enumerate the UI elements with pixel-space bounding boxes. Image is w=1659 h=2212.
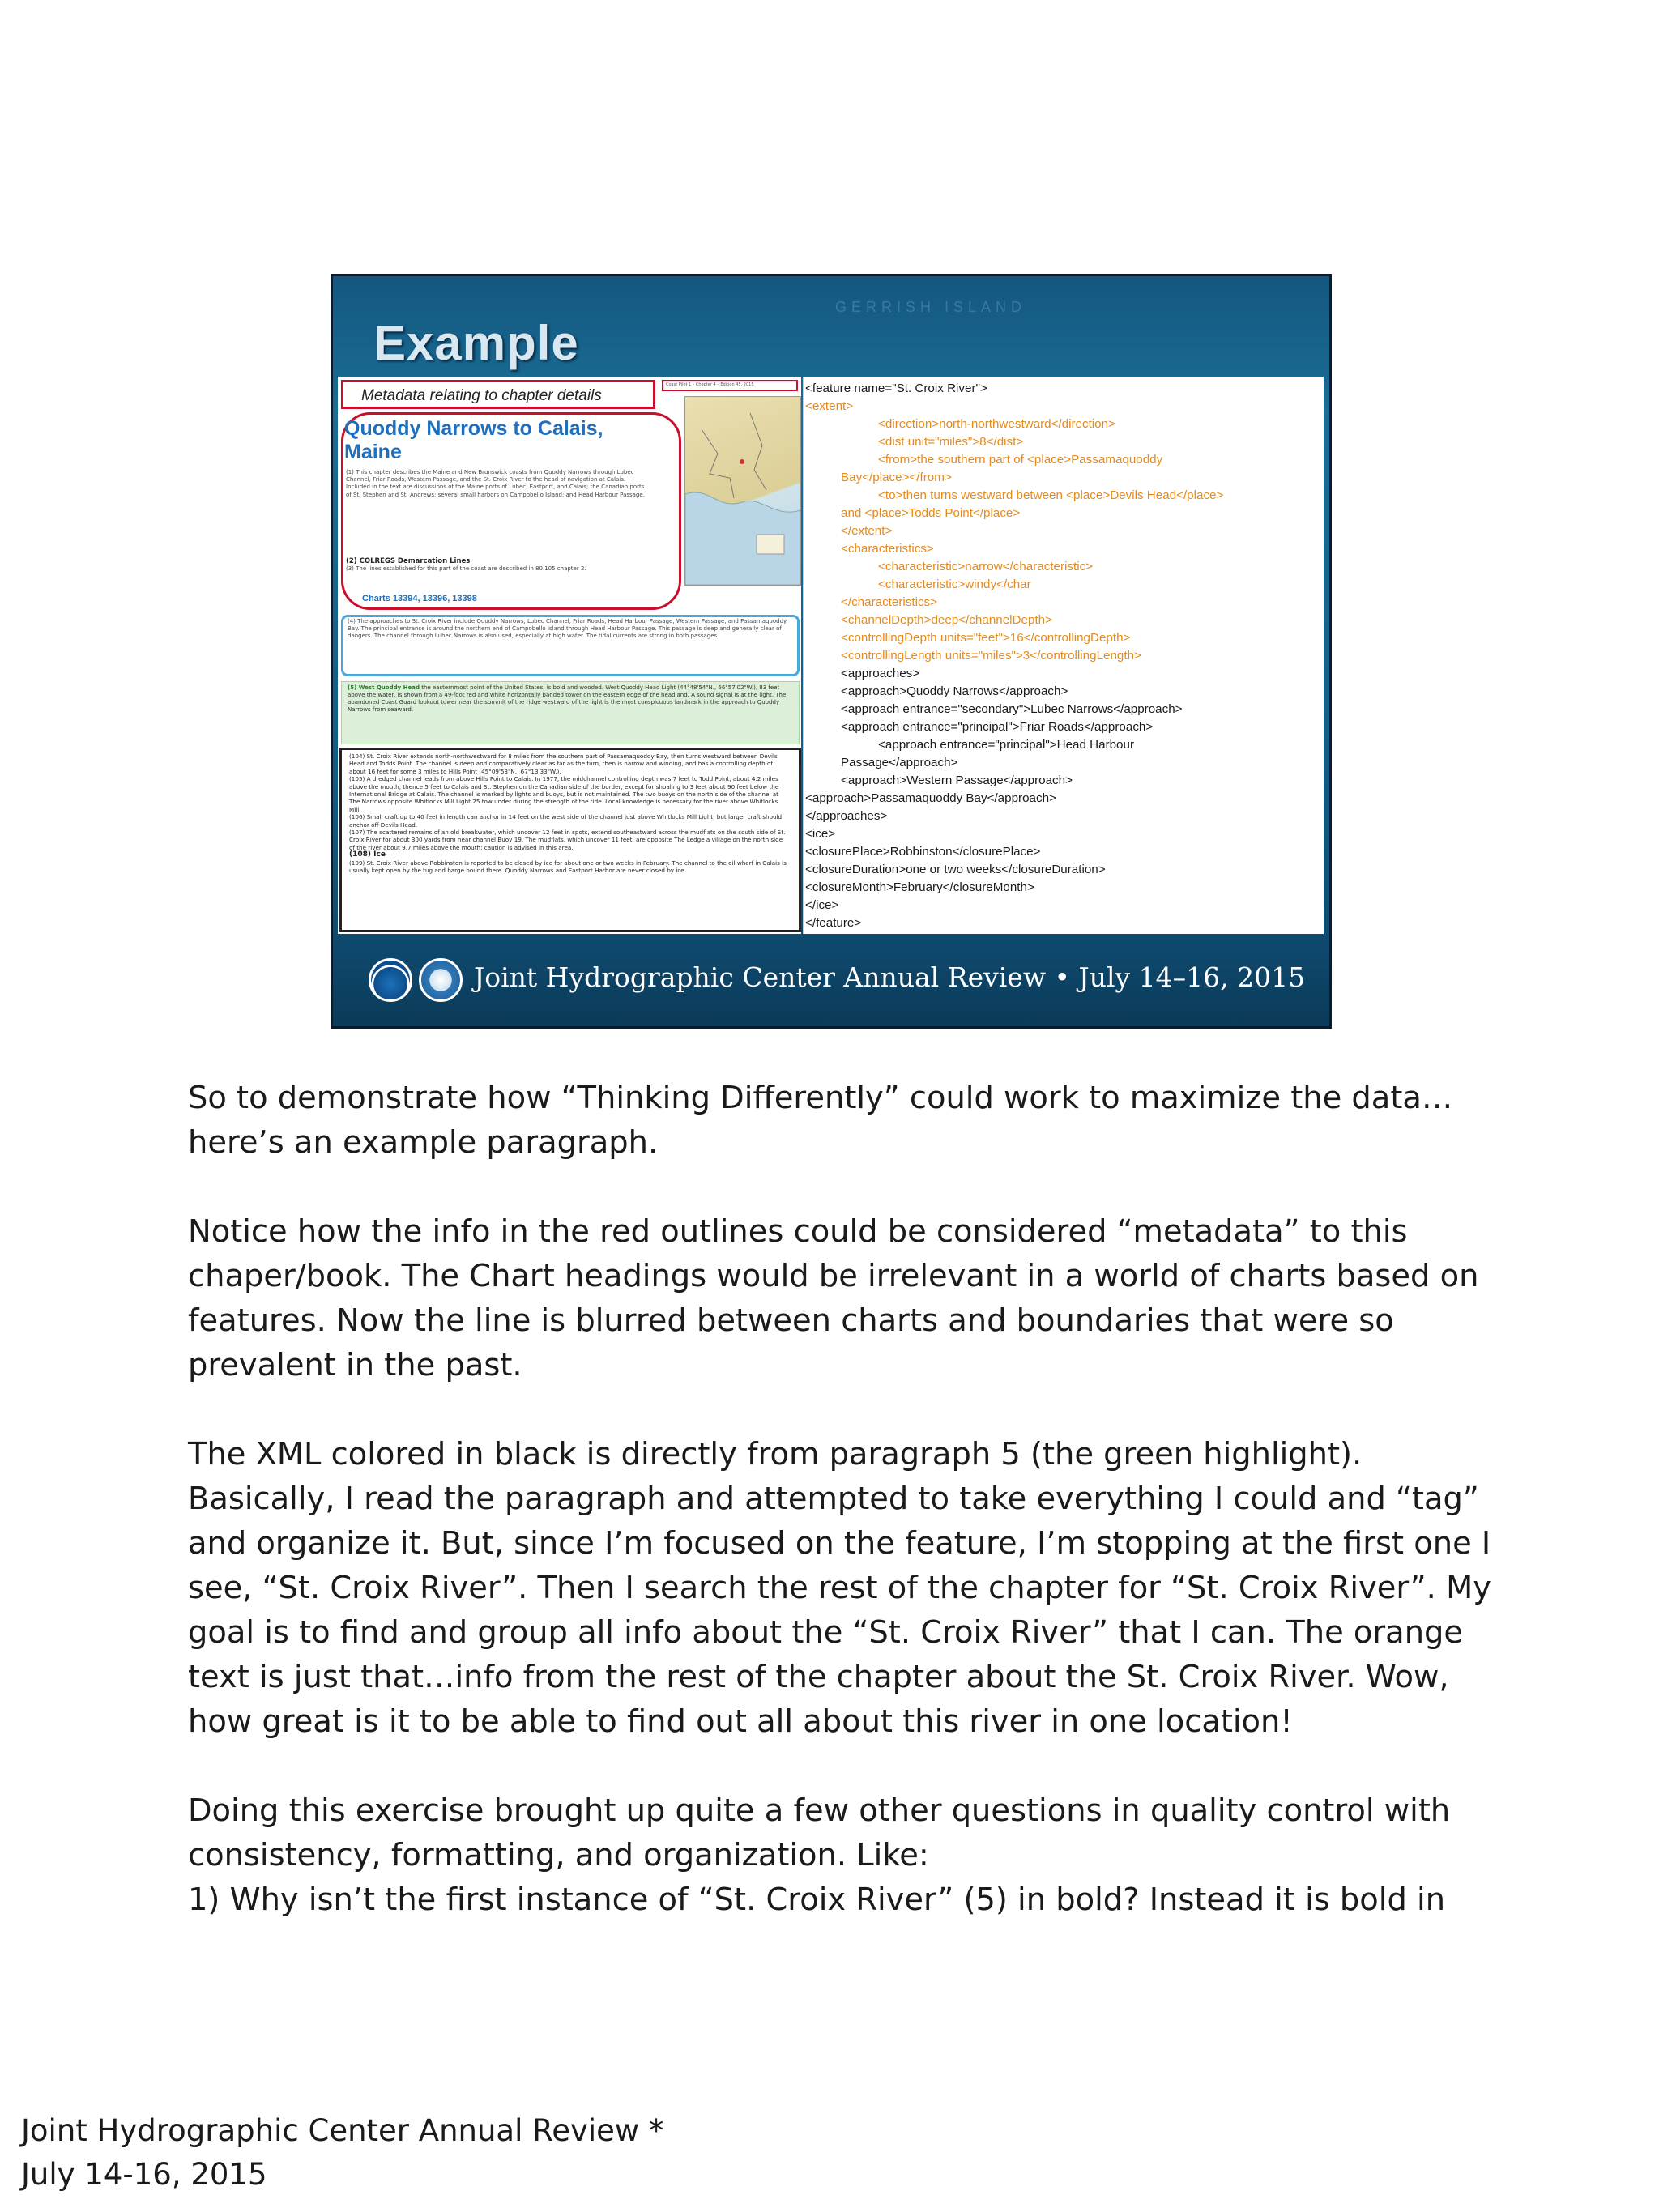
page-footer-line-1: Joint Hydrographic Center Annual Review * bbox=[21, 2113, 664, 2148]
xml-line: </feature> bbox=[805, 916, 862, 930]
notes-list-item-1: 1) Why isn’t the first instance of “St. Croix River” (5) in bold? Instead it is bold in bbox=[188, 1882, 1446, 1918]
xml-line: <characteristic>windy</char bbox=[878, 578, 1031, 591]
page-footer-line-2: July 14-16, 2015 bbox=[21, 2157, 267, 2192]
paragraph-106: (106) Small craft up to 40 feet in length can anchor in 14 feet on the west side of the channel just above Whitlocks Mill Light, but larger craft should anchor off Devils Head. bbox=[349, 813, 783, 829]
xml-line: <closureMonth>February</closureMonth> bbox=[805, 880, 1034, 894]
page-header-reference: Coast Pilot 1 – Chapter 4 – Edition 45, 2015 bbox=[662, 380, 798, 391]
chart-thumbnail-image bbox=[684, 396, 801, 586]
colregs-section bbox=[346, 558, 649, 573]
xml-line: <closurePlace>Robbinston</closurePlace> bbox=[805, 845, 1041, 859]
nos-logo-icon bbox=[419, 958, 463, 1002]
xml-line: <approaches> bbox=[841, 667, 920, 680]
xml-line: and <place>Todds Point</place> bbox=[841, 506, 1021, 520]
notes-paragraph-4: Doing this exercise brought up quite a few other questions in quality control with consistency, formatting, and organization. Like: bbox=[188, 1792, 1451, 1873]
noaa-logo-icon bbox=[369, 958, 412, 1002]
paragraph-4: (4) The approaches to St. Croix River include Quoddy Narrows, Lubec Channel, Friar Roads, Head Harbour Passage, Western Passage, and Passamaquoddy Bay. The principal entrance is around the northern end of Campobello Island through Head Harbour Passage. This passage is deep and generally clear of dangers. The channel through Lubec Narrows is also used, especially at high water. The tidal currents are strong in both passages. bbox=[348, 618, 787, 639]
chapter-intro-paragraph: (1) This chapter describes the Maine and New Brunswick coasts from Quoddy Narrows through Lubec Channel, Friar Roads, Western Passage, and the St. Croix River to the head of navigation at Calais. Included in the text are discussions of the Maine ports of Lubec, Eastport, and Calais; the Canadian ports of St. Stephen and St. Andrews; several small harbors on Campobello Island; and Head Harbour Passage. bbox=[346, 469, 645, 498]
xml-line: <feature name="St. Croix River"> bbox=[805, 381, 987, 395]
slide-title: Example bbox=[373, 316, 579, 370]
paragraph-104: (104) St. Croix River extends north-northwestward for 8 miles from the southern part of Passamaquoddy Bay, then turns westward between Devils Head and Todds Point. The channel is deep and comparatively clear as far as the turn, then is narrow and winding, and has a controlling depth of about 16 feet for some 3 miles to Hills Point (45°09'53"N., 67°13'33"W.). bbox=[349, 752, 778, 775]
paragraph-105: (105) A dredged channel leads from above Hills Point to Calais. In 1977, the midchannel controlling depth was 7 feet to Todd Point, about 4.2 miles above the mouth, thence 5 feet to Calais and St. Stephen on the Canadian side of the border, except for shoaling to 3 feet about 90 feet below the International Bridge at Calais. The channel is marked by lights and buoys, but is not maintained. The two buoys on the north side of the channel at The Narrows opposite Whitlocks Mill Light 25 tow under during the strength of the tide. Local knowledge is necessary for the river above Whitlocks Mill. bbox=[349, 775, 779, 813]
map-watermark: GERRISH ISLAND bbox=[835, 299, 1027, 315]
xml-line: <characteristic>narrow</characteristic> bbox=[878, 560, 1094, 573]
st-croix-paragraphs bbox=[349, 752, 787, 875]
xml-line: <ice> bbox=[805, 827, 836, 841]
metadata-label: Metadata relating to chapter details bbox=[341, 380, 655, 409]
xml-line: <direction>north-northwestward</direction> bbox=[878, 417, 1115, 431]
xml-line: <closureDuration>one or two weeks</closureDuration> bbox=[805, 863, 1106, 876]
page-footer bbox=[21, 2109, 750, 2197]
speaker-notes bbox=[188, 1076, 1516, 1922]
xml-line: <approach>Quoddy Narrows</approach> bbox=[841, 684, 1068, 698]
xml-line: <characteristics> bbox=[841, 542, 934, 556]
xml-line: </extent> bbox=[841, 524, 893, 538]
notes-paragraph-2: Notice how the info in the red outlines could be considered “metadata” to this chaper/book. The Chart headings would be irrelevant in a world of charts based on features. Now the line is blurred between charts and boundaries that were so prevalent in the past. bbox=[188, 1213, 1479, 1383]
xml-line: <approach entrance="principal">Friar Roads</approach> bbox=[841, 720, 1154, 734]
paragraph-5-lead: (5) West Quoddy Head bbox=[348, 684, 420, 691]
xml-panel bbox=[803, 377, 1324, 934]
xml-line: </characteristics> bbox=[841, 595, 938, 609]
slide-image bbox=[331, 274, 1332, 1029]
xml-line: Bay</place></from> bbox=[841, 471, 952, 484]
xml-code-listing bbox=[804, 380, 1324, 932]
charts-heading: Charts 13394, 13396, 13398 bbox=[362, 594, 477, 603]
xml-line: <approach>Passamaquoddy Bay</approach> bbox=[805, 791, 1056, 805]
xml-line: <from>the southern part of <place>Passamaquoddy bbox=[878, 453, 1163, 467]
notes-paragraph-3: The XML colored in black is directly from paragraph 5 (the green highlight). Basically, I read the paragraph and attempted to take everything I could and “tag” and organize it. But, since I’m focused on the feature, I’m stopping at the first one I see, “St. Croix River”. Then I search the rest of the chapter for “St. Croix River”. My goal is to find and group all info about the “St. Croix River” that I can. The orange text is just that…info from the rest of the chapter about the St. Croix River. Wow, how great is it to be able to find out all about this river in one location! bbox=[188, 1436, 1491, 1740]
xml-line: <approach entrance="secondary">Lubec Narrows</approach> bbox=[841, 702, 1183, 716]
coast-pilot-page bbox=[338, 377, 801, 934]
map-sketch-icon bbox=[685, 397, 800, 585]
notes-paragraph-1: So to demonstrate how “Thinking Differently” could work to maximize the data…here’s an example paragraph. bbox=[188, 1080, 1453, 1161]
paragraph-107: (107) The scattered remains of an old breakwater, which uncover 12 feet in spots, extend southeastward across the mudflats on the south side of St. Croix River for about 300 yards from near channel Buoy 19. The mudflats, which uncover 11 feet, are opposite The Ledge a village on the north side of the river about 9.7 miles above the mouth; caution is advised in this area. bbox=[349, 829, 786, 851]
xml-line: </approaches> bbox=[805, 809, 888, 823]
slide-footer-text: Joint Hydrographic Center Annual Review • July 14–16, 2015 bbox=[474, 961, 1306, 993]
xml-line: <extent> bbox=[805, 399, 854, 413]
xml-line: <dist unit="miles">8</dist> bbox=[878, 435, 1024, 449]
xml-line: <approach entrance="principal">Head Harbour bbox=[878, 738, 1135, 752]
paragraph-5-text: the easternmost point of the United States, is bold and wooded. West Quoddy Head Light (44°48'54"N., 66°57'02"W.), 83 feet above the water, is shown from a 49-foot red and white horizontally banded tower on the eastern edge of the headland. A sound signal is at the light. The abandoned Coast Guard lookout tower near the summit of the ridge westward of the light is the most conspicuous landmark in the approach to Quoddy Narrows from seaward. bbox=[348, 684, 787, 713]
paragraph-108-ice-heading: (108) Ice bbox=[349, 850, 386, 859]
xml-line: <approach>Western Passage</approach> bbox=[841, 774, 1073, 787]
colregs-text: (3) The lines established for this part of the coast are described in 80.105 chapter 2. bbox=[346, 565, 586, 572]
xml-line: <channelDepth>deep</channelDepth> bbox=[841, 613, 1052, 627]
chapter-title: Quoddy Narrows to Calais, Maine bbox=[344, 417, 603, 463]
colregs-heading: (2) COLREGS Demarcation Lines bbox=[346, 557, 471, 565]
xml-line: <to>then turns westward between <place>Devils Head</place> bbox=[878, 488, 1224, 502]
paragraph-5 bbox=[348, 684, 795, 714]
xml-line: <controllingLength units="miles">3</controllingLength> bbox=[841, 649, 1141, 663]
xml-line: <controllingDepth units="feet">16</controllingDepth> bbox=[841, 631, 1131, 645]
xml-line: </ice> bbox=[805, 898, 839, 912]
xml-line: Passage</approach> bbox=[841, 756, 958, 769]
paragraph-109: (109) St. Croix River above Robbinston is reported to be closed by ice for about one or two weeks in February. The channel to the oil wharf in Calais is usually kept open by the tug and barge bound there. Quoddy Narrows and Eastport Harbor are never closed by ice. bbox=[349, 859, 787, 875]
